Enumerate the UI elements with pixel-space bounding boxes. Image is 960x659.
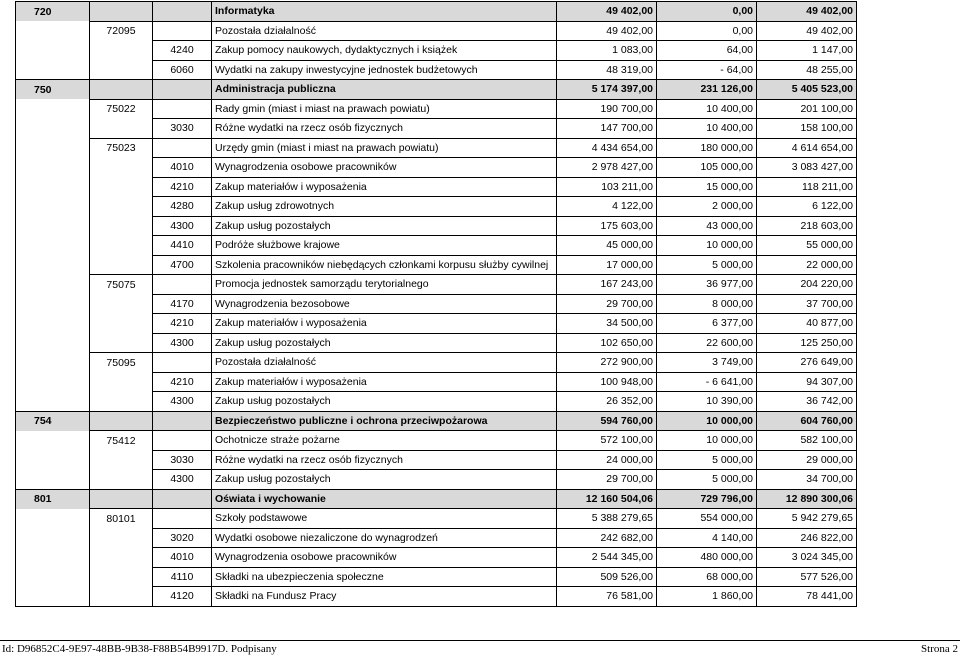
name-cell: Rady gmin (miast i miast na prawach powiatu)	[212, 99, 557, 119]
paragraf-cell: 3030	[153, 450, 212, 470]
table-row	[16, 587, 857, 607]
table-row	[16, 567, 857, 587]
dzial-cell	[16, 197, 90, 217]
plan-before-cell: 48 319,00	[557, 60, 657, 80]
change-cell: 10 390,00	[657, 392, 757, 412]
rozdzial-cell	[90, 2, 153, 22]
plan-before-cell: 5 174 397,00	[557, 80, 657, 100]
dzial-cell	[16, 99, 90, 119]
rozdzial-cell	[90, 197, 153, 217]
rozdzial-cell	[90, 158, 153, 178]
change-cell: 43 000,00	[657, 216, 757, 236]
paragraf-cell	[153, 489, 212, 509]
subsection-row	[16, 138, 857, 158]
rozdzial-cell	[90, 392, 153, 412]
rozdzial-cell	[90, 314, 153, 334]
rozdzial-cell	[90, 255, 153, 275]
plan-before-cell: 12 160 504,06	[557, 489, 657, 509]
table-row	[16, 216, 857, 236]
dzial-cell	[16, 333, 90, 353]
dzial-cell	[16, 587, 90, 607]
change-cell: 64,00	[657, 41, 757, 61]
plan-after-cell: 125 250,00	[757, 333, 857, 353]
plan-after-cell: 78 441,00	[757, 587, 857, 607]
name-cell: Bezpieczeństwo publiczne i ochrona przeciwpożarowa	[212, 411, 557, 431]
rozdzial-cell: 75022	[90, 99, 153, 119]
change-cell: 0,00	[657, 21, 757, 41]
subsection-row	[16, 509, 857, 529]
change-cell: 22 600,00	[657, 333, 757, 353]
plan-after-cell: 4 614 654,00	[757, 138, 857, 158]
rozdzial-cell	[90, 528, 153, 548]
table-row	[16, 450, 857, 470]
change-cell: 0,00	[657, 2, 757, 22]
plan-after-cell: 582 100,00	[757, 431, 857, 451]
name-cell: Zakup usług pozostałych	[212, 216, 557, 236]
plan-before-cell: 167 243,00	[557, 275, 657, 295]
table-row	[16, 294, 857, 314]
name-cell: Pozostała działalność	[212, 353, 557, 373]
change-cell: 2 000,00	[657, 197, 757, 217]
paragraf-cell: 4410	[153, 236, 212, 256]
plan-after-cell: 29 000,00	[757, 450, 857, 470]
change-cell: 8 000,00	[657, 294, 757, 314]
plan-before-cell: 4 434 654,00	[557, 138, 657, 158]
page-number: Strona 2	[921, 643, 958, 655]
change-cell: 6 377,00	[657, 314, 757, 334]
section-row	[16, 2, 857, 22]
name-cell: Informatyka	[212, 2, 557, 22]
change-cell: 10 000,00	[657, 431, 757, 451]
rozdzial-cell	[90, 450, 153, 470]
name-cell: Składki na Fundusz Pracy	[212, 587, 557, 607]
subsection-row	[16, 353, 857, 373]
name-cell: Oświata i wychowanie	[212, 489, 557, 509]
plan-before-cell: 34 500,00	[557, 314, 657, 334]
dzial-cell	[16, 41, 90, 61]
plan-after-cell: 276 649,00	[757, 353, 857, 373]
section-row	[16, 489, 857, 509]
page-footer	[0, 640, 960, 659]
table-row	[16, 314, 857, 334]
plan-before-cell: 24 000,00	[557, 450, 657, 470]
plan-before-cell: 29 700,00	[557, 470, 657, 490]
plan-after-cell: 3 024 345,00	[757, 548, 857, 568]
name-cell: Zakup pomocy naukowych, dydaktycznych i książek	[212, 41, 557, 61]
paragraf-cell	[153, 99, 212, 119]
change-cell: 554 000,00	[657, 509, 757, 529]
plan-before-cell: 272 900,00	[557, 353, 657, 373]
document-id: Id: D96852C4-9E97-48BB-9B38-F88B54B9917D. Podpisany	[2, 643, 277, 655]
plan-before-cell: 103 211,00	[557, 177, 657, 197]
plan-after-cell: 201 100,00	[757, 99, 857, 119]
plan-before-cell: 26 352,00	[557, 392, 657, 412]
paragraf-cell: 4240	[153, 41, 212, 61]
plan-before-cell: 2 544 345,00	[557, 548, 657, 568]
plan-after-cell: 158 100,00	[757, 119, 857, 139]
plan-before-cell: 1 083,00	[557, 41, 657, 61]
table-row	[16, 548, 857, 568]
table-row	[16, 197, 857, 217]
paragraf-cell: 4110	[153, 567, 212, 587]
name-cell: Wynagrodzenia bezosobowe	[212, 294, 557, 314]
plan-before-cell: 49 402,00	[557, 2, 657, 22]
rozdzial-cell: 75412	[90, 431, 153, 451]
rozdzial-cell	[90, 567, 153, 587]
name-cell: Wynagrodzenia osobowe pracowników	[212, 548, 557, 568]
dzial-cell	[16, 314, 90, 334]
plan-before-cell: 509 526,00	[557, 567, 657, 587]
table-row	[16, 333, 857, 353]
table-row	[16, 158, 857, 178]
section-row	[16, 411, 857, 431]
name-cell: Zakup materiałów i wyposażenia	[212, 314, 557, 334]
rozdzial-cell: 80101	[90, 509, 153, 529]
dzial-cell	[16, 275, 90, 295]
name-cell: Wydatki na zakupy inwestycyjne jednostek budżetowych	[212, 60, 557, 80]
name-cell: Wydatki osobowe niezaliczone do wynagrodzeń	[212, 528, 557, 548]
rozdzial-cell	[90, 119, 153, 139]
table-row	[16, 177, 857, 197]
plan-before-cell: 29 700,00	[557, 294, 657, 314]
dzial-cell	[16, 509, 90, 529]
budget-table-body	[16, 2, 857, 607]
name-cell: Szkolenia pracowników niebędących członkami korpusu służby cywilnej	[212, 255, 557, 275]
plan-after-cell: 604 760,00	[757, 411, 857, 431]
change-cell: 5 000,00	[657, 255, 757, 275]
paragraf-cell: 4300	[153, 392, 212, 412]
paragraf-cell	[153, 411, 212, 431]
change-cell: 5 000,00	[657, 450, 757, 470]
plan-after-cell: 36 742,00	[757, 392, 857, 412]
change-cell: - 6 641,00	[657, 372, 757, 392]
name-cell: Zakup usług pozostałych	[212, 333, 557, 353]
paragraf-cell: 4120	[153, 587, 212, 607]
name-cell: Zakup usług pozostałych	[212, 392, 557, 412]
paragraf-cell	[153, 21, 212, 41]
paragraf-cell: 4170	[153, 294, 212, 314]
rozdzial-cell: 72095	[90, 21, 153, 41]
dzial-cell	[16, 450, 90, 470]
plan-after-cell: 204 220,00	[757, 275, 857, 295]
rozdzial-cell	[90, 294, 153, 314]
plan-after-cell: 12 890 300,06	[757, 489, 857, 509]
dzial-cell	[16, 60, 90, 80]
plan-before-cell: 2 978 427,00	[557, 158, 657, 178]
plan-after-cell: 1 147,00	[757, 41, 857, 61]
name-cell: Zakup materiałów i wyposażenia	[212, 177, 557, 197]
paragraf-cell	[153, 80, 212, 100]
plan-before-cell: 100 948,00	[557, 372, 657, 392]
subsection-row	[16, 99, 857, 119]
name-cell: Różne wydatki na rzecz osób fizycznych	[212, 119, 557, 139]
paragraf-cell	[153, 353, 212, 373]
table-row	[16, 392, 857, 412]
table-row	[16, 372, 857, 392]
change-cell: 3 749,00	[657, 353, 757, 373]
change-cell: 10 000,00	[657, 411, 757, 431]
table-row	[16, 528, 857, 548]
paragraf-cell: 4010	[153, 158, 212, 178]
table-row	[16, 255, 857, 275]
rozdzial-cell	[90, 372, 153, 392]
rozdzial-cell	[90, 41, 153, 61]
dzial-cell	[16, 294, 90, 314]
dzial-cell: 750	[16, 80, 90, 100]
paragraf-cell: 4700	[153, 255, 212, 275]
change-cell: 480 000,00	[657, 548, 757, 568]
plan-after-cell: 49 402,00	[757, 21, 857, 41]
subsection-row	[16, 431, 857, 451]
change-cell: - 64,00	[657, 60, 757, 80]
change-cell: 729 796,00	[657, 489, 757, 509]
plan-before-cell: 594 760,00	[557, 411, 657, 431]
plan-after-cell: 6 122,00	[757, 197, 857, 217]
plan-before-cell: 49 402,00	[557, 21, 657, 41]
rozdzial-cell	[90, 548, 153, 568]
plan-before-cell: 76 581,00	[557, 587, 657, 607]
dzial-cell	[16, 177, 90, 197]
dzial-cell	[16, 372, 90, 392]
dzial-cell	[16, 353, 90, 373]
dzial-cell	[16, 528, 90, 548]
dzial-cell	[16, 119, 90, 139]
rozdzial-cell: 75095	[90, 353, 153, 373]
rozdzial-cell	[90, 333, 153, 353]
dzial-cell	[16, 216, 90, 236]
section-row	[16, 80, 857, 100]
paragraf-cell: 4280	[153, 197, 212, 217]
dzial-cell	[16, 470, 90, 490]
paragraf-cell: 3020	[153, 528, 212, 548]
paragraf-cell: 4010	[153, 548, 212, 568]
plan-after-cell: 218 603,00	[757, 216, 857, 236]
plan-before-cell: 175 603,00	[557, 216, 657, 236]
plan-before-cell: 572 100,00	[557, 431, 657, 451]
rozdzial-cell	[90, 60, 153, 80]
dzial-cell	[16, 567, 90, 587]
name-cell: Promocja jednostek samorządu terytorialnego	[212, 275, 557, 295]
plan-after-cell: 55 000,00	[757, 236, 857, 256]
plan-before-cell: 17 000,00	[557, 255, 657, 275]
name-cell: Zakup materiałów i wyposażenia	[212, 372, 557, 392]
plan-before-cell: 242 682,00	[557, 528, 657, 548]
change-cell: 4 140,00	[657, 528, 757, 548]
dzial-cell	[16, 548, 90, 568]
paragraf-cell: 4300	[153, 470, 212, 490]
plan-after-cell: 118 211,00	[757, 177, 857, 197]
rozdzial-cell	[90, 411, 153, 431]
paragraf-cell	[153, 275, 212, 295]
name-cell: Administracja publiczna	[212, 80, 557, 100]
table-row	[16, 236, 857, 256]
change-cell: 10 000,00	[657, 236, 757, 256]
change-cell: 10 400,00	[657, 99, 757, 119]
paragraf-cell: 4210	[153, 177, 212, 197]
rozdzial-cell	[90, 236, 153, 256]
name-cell: Urzędy gmin (miast i miast na prawach powiatu)	[212, 138, 557, 158]
rozdzial-cell: 75023	[90, 138, 153, 158]
budget-table	[15, 1, 857, 607]
change-cell: 10 400,00	[657, 119, 757, 139]
plan-before-cell: 45 000,00	[557, 236, 657, 256]
paragraf-cell: 4210	[153, 314, 212, 334]
name-cell: Zakup usług pozostałych	[212, 470, 557, 490]
rozdzial-cell	[90, 489, 153, 509]
plan-before-cell: 190 700,00	[557, 99, 657, 119]
name-cell: Ochotnicze straże pożarne	[212, 431, 557, 451]
name-cell: Szkoły podstawowe	[212, 509, 557, 529]
paragraf-cell: 4300	[153, 216, 212, 236]
change-cell: 231 126,00	[657, 80, 757, 100]
plan-after-cell: 22 000,00	[757, 255, 857, 275]
plan-before-cell: 147 700,00	[557, 119, 657, 139]
change-cell: 36 977,00	[657, 275, 757, 295]
dzial-cell	[16, 158, 90, 178]
paragraf-cell: 6060	[153, 60, 212, 80]
rozdzial-cell	[90, 587, 153, 607]
dzial-cell	[16, 21, 90, 41]
plan-before-cell: 5 388 279,65	[557, 509, 657, 529]
table-row	[16, 470, 857, 490]
change-cell: 180 000,00	[657, 138, 757, 158]
rozdzial-cell	[90, 177, 153, 197]
rozdzial-cell: 75075	[90, 275, 153, 295]
change-cell: 105 000,00	[657, 158, 757, 178]
paragraf-cell	[153, 431, 212, 451]
table-row	[16, 41, 857, 61]
name-cell: Pozostała działalność	[212, 21, 557, 41]
plan-after-cell: 5 405 523,00	[757, 80, 857, 100]
change-cell: 15 000,00	[657, 177, 757, 197]
plan-after-cell: 577 526,00	[757, 567, 857, 587]
plan-after-cell: 48 255,00	[757, 60, 857, 80]
change-cell: 1 860,00	[657, 587, 757, 607]
subsection-row	[16, 275, 857, 295]
plan-before-cell: 102 650,00	[557, 333, 657, 353]
plan-after-cell: 94 307,00	[757, 372, 857, 392]
name-cell: Podróże służbowe krajowe	[212, 236, 557, 256]
paragraf-cell: 3030	[153, 119, 212, 139]
dzial-cell	[16, 392, 90, 412]
dzial-cell: 754	[16, 411, 90, 431]
table-row	[16, 119, 857, 139]
plan-after-cell: 37 700,00	[757, 294, 857, 314]
subsection-row	[16, 21, 857, 41]
paragraf-cell: 4300	[153, 333, 212, 353]
plan-after-cell: 5 942 279,65	[757, 509, 857, 529]
dzial-cell: 801	[16, 489, 90, 509]
plan-after-cell: 246 822,00	[757, 528, 857, 548]
change-cell: 68 000,00	[657, 567, 757, 587]
plan-after-cell: 34 700,00	[757, 470, 857, 490]
change-cell: 5 000,00	[657, 470, 757, 490]
rozdzial-cell	[90, 216, 153, 236]
dzial-cell	[16, 138, 90, 158]
name-cell: Składki na ubezpieczenia społeczne	[212, 567, 557, 587]
plan-after-cell: 49 402,00	[757, 2, 857, 22]
rozdzial-cell	[90, 470, 153, 490]
dzial-cell	[16, 236, 90, 256]
dzial-cell	[16, 255, 90, 275]
plan-after-cell: 3 083 427,00	[757, 158, 857, 178]
name-cell: Zakup usług zdrowotnych	[212, 197, 557, 217]
plan-after-cell: 40 877,00	[757, 314, 857, 334]
name-cell: Różne wydatki na rzecz osób fizycznych	[212, 450, 557, 470]
table-row	[16, 60, 857, 80]
paragraf-cell	[153, 2, 212, 22]
paragraf-cell	[153, 509, 212, 529]
rozdzial-cell	[90, 80, 153, 100]
paragraf-cell: 4210	[153, 372, 212, 392]
name-cell: Wynagrodzenia osobowe pracowników	[212, 158, 557, 178]
plan-before-cell: 4 122,00	[557, 197, 657, 217]
paragraf-cell	[153, 138, 212, 158]
dzial-cell	[16, 431, 90, 451]
dzial-cell: 720	[16, 2, 90, 22]
